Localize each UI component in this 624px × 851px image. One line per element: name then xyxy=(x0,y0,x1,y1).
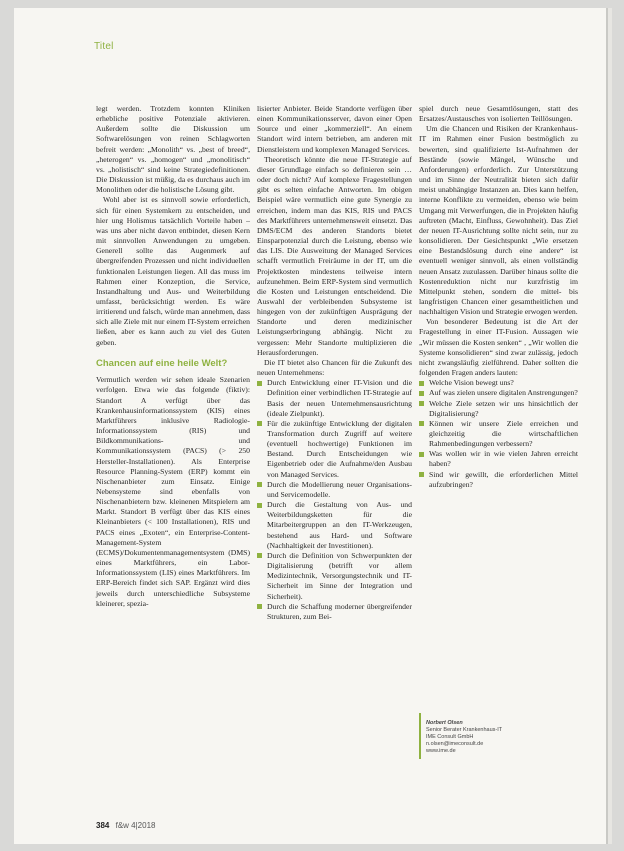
list-item: Welche Vision bewegt uns? xyxy=(419,378,578,388)
list-item: Durch die Modellierung neuer Organisations- und Servicemodelle. xyxy=(257,480,412,500)
list-item: Sind wir gewillt, die erforderlichen Mittel aufzubringen? xyxy=(419,470,578,490)
paragraph: Die IT bietet also Chancen für die Zukunft des neuen Unternehmens: xyxy=(257,357,412,378)
list-item: Können wir unsere Ziele erreichen und gleichzeitig die wirtschaftlichen Rahmenbedingungen verbessern? xyxy=(419,419,578,449)
page-footer xyxy=(96,821,155,830)
author-box xyxy=(426,720,536,755)
paragraph: Von besonderer Bedeutung ist die Art der Fragestellung in einer IT-Fusion. Aussagen wie „Wir müssen die Kosten senken“ , „Wir wollen die Systeme konsolidieren“ sind zwar zulässig, jedoch nicht zwangsläufig zielführend. Daher sollten die folgenden Fragen anders lauten: xyxy=(419,317,578,378)
list-item: Was wollen wir in wie vielen Jahren erreicht haben? xyxy=(419,449,578,469)
author-line: Senior Berater Krankenhaus-IT xyxy=(426,727,503,733)
paragraph: Wohl aber ist es sinnvoll sowie erforderlich, sich für einen Systemkern zu entscheiden, und hier ung Holismus tatsächlich Vorteile haben – was uns aber nicht davon entbindet, diesen Kern mit sinnvollen Anwendungen zu umgeben. Generell sollte das Augenmerk auf übergreifenden Prozessen und nicht individuellen funktionalen Leistungen liegen. All das muss im Rahmen einer Konzeption, die Service, Instandhaltung und Aus- und Weiterbildung umfasst, berücksichtigt werden. Es wäre irritierend und falsch, würde man annehmen, dass sich alle Ziele mit nur einem IT-System erreichen ließen, aber es kann auch zu viel des Guten geben. xyxy=(96,195,250,347)
questions-list xyxy=(419,378,578,490)
author-line: www.ime.de xyxy=(426,748,456,754)
list-item: Durch die Definition von Schwerpunkten der Digitalisierung (betrifft vor allem Medizintechnik, Versorgungstechnik und IT-Sicherheit im Sinne der Integration und Sicherheit). xyxy=(257,551,412,602)
paragraph: lisierter Anbieter. Beide Standorte verfügen über einen Kommunikationsserver, davon einer Open Source und einer „kommerziell“. An einem Standort wird intern betrieben, am anderen mit Dienstleistern und komplexen Managed Services. xyxy=(257,104,412,154)
list-item: Durch die Schaffung moderner übergreifender Strukturen, zum Bei- xyxy=(257,602,412,622)
list-item: Durch Entwicklung einer IT-Vision und die Definition einer verbindlichen IT-Strategie auf Basis der neuen Unternehmensausrichtung (ideale Zielpunkt). xyxy=(257,378,412,419)
page-number: 384 xyxy=(96,821,110,830)
magazine-page xyxy=(14,8,606,844)
paragraph: Theoretisch könnte die neue IT-Strategie auf dieser Grundlage einfach so definieren sein … oder doch nicht? Auf komplexe Fragestellungen gibt es selten einfache Antworten. Im obigen Beispiel wäre vermutlich eine gute Synergie zu erreichen, indem man das KIS, RIS und PACS des Marktführers unternehmensweit einsetzt. Das DMS/ECM des anderen Standorts bietet Einsparpotenzial durch die Leistung, ebenso wie das LIS. Die Ausweitung der Managed Services schafft vermutlich Freiräume in der IT, um die Projektkosten mindestens teilweise intern aufzunehmen. Beim ERP-System sind vermutlich die Kosten und Leistungen entscheidend. Die Auswahl der verbleibenden Subsysteme ist hingegen von der zukünftigen Ausprägung der Standorte und deren medizinischer Leistungserbringung abhängig. Nicht zu vergessen: Mehr Standorte multiplizieren die Herausforderungen. xyxy=(257,154,412,357)
issue-label: f&w 4|2018 xyxy=(115,821,156,830)
text-column-2 xyxy=(257,104,412,622)
author-line: n.olsen@imeconsult.de xyxy=(426,741,484,747)
section-heading: Chancen auf eine heile Welt? xyxy=(96,357,228,369)
list-item: Auf was zielen unsere digitalen Anstrengungen? xyxy=(419,388,578,398)
section-label: Titel xyxy=(94,41,114,52)
text-column-3 xyxy=(419,104,578,490)
list-item: Für die zukünftige Entwicklung der digitalen Transformation durch Zugriff auf weitere (eventuell hochwertige) Funktionen im Bestand. Durch Entscheidungen wie Eigenbetrieb oder die Aufnahme/den Ausbau von Managed Services. xyxy=(257,419,412,480)
paragraph: legt werden. Trotzdem konnten Kliniken erhebliche positive Potenziale aktivieren. Außerdem sollte die Diskussion um Softwarelösungen von reinen Schlagworten befreit werden: „Monolith“ vs. „best of breed“, „heterogen“ vs. „homogen“ und „monolitisch“ vs. „holistisch“ sind keine Strategiedefinitionen. Die Diskussion ist müßig, da es durchaus auch im Monolithen oder die holistische Lösung gibt. xyxy=(96,104,250,195)
list-item: Durch die Gestaltung von Aus- und Weiterbildungsketten für die Mitarbeitergruppen an den IT-Werkzeugen, bestehend aus Hard- und Software (Nachhaltigkeit der Investitionen). xyxy=(257,500,412,551)
list-item: Welche Ziele setzen wir uns hinsichtlich der Digitalisierung? xyxy=(419,399,578,419)
author-name: Norbert Olsen xyxy=(426,720,463,726)
paragraph: Vermutlich werden wir sehen ideale Szenarien verfolgen. Etwa wie das folgende (fiktiv): Standort A verfügt über das Krankenhausinformationssystem (KIS) eines Marktführers inklusive Radiologie-Informationssystem (RIS) und Bildkommunikations- und Kommunikationssystem (PACS) (> 250 Hersteller-Installationen). Als Enterprise Resource Planning-System (ERP) kommt ein Nischenanbieter zum Einsatz. Einige Nebensysteme sind ebenfalls von Nischenanbietern bzw. kleinenen Mitspielern am Markt. Standort B verfügt über das KIS eines Kleinanbieters (< 100 Installationen), RIS und PACS eines „Exoten“, ein Enterprise-Content-Management-System (ECMS)/Dokumentenmanagementsystem (DMS) eines Marktführers, ein Labor-Informationssystem (LIS) eines Marktführers. Im ERP-Bereich findet sich SAP. Ergänzt wird dies jeweils durch unterschiedliche Subsysteme kleinerer, spezia- xyxy=(96,375,250,608)
author-accent-bar xyxy=(419,713,421,759)
paragraph: Um die Chancen und Risiken der Krankenhaus-IT im Rahmen einer Fusion bestmöglich zu bewerten, sind qualifizierte Ist-Aufnahmen der Bestände (sowie Mängel, Wünsche und Anforderungen) erforderlich. Zur Unterstützung und im Sinne der Neutralität bieten sich dafür meist unabhängige Instanzen an. Dies kann helfen, interne Konflikte zu vermeiden, ebenso wie beim Umgang mit Verwerfungen, die in Projekten häufig auftreten (Macht, Einfluss, Gewohnheit). Das Ziel der neuen IT-Ausrichtung sollte nicht sein, nur zu konsolidieren. Der Gesichtspunkt „Wie ersetzen eine Bestandslösung durch eine andere“ ist eventuell weniger sinnvoll, als einen vollständig neuen Ansatz zuzulassen. Darüber hinaus sollte die Kostenreduktion nicht nur kurzfristig im Mittelpunkt stehen, sondern die mittel- bis langfristigen Chancen einer gesamtheitlichen und nachhaltigen Vision und Strategie erwogen werden. xyxy=(419,124,578,317)
text-column-1 xyxy=(96,104,250,609)
author-line: IME Consult GmbH xyxy=(426,734,474,740)
chances-list xyxy=(257,378,412,622)
paragraph: spiel durch neue Gesamtlösungen, statt des Ersatzes/Austausches von isolierten Teillösungen. xyxy=(419,104,578,124)
